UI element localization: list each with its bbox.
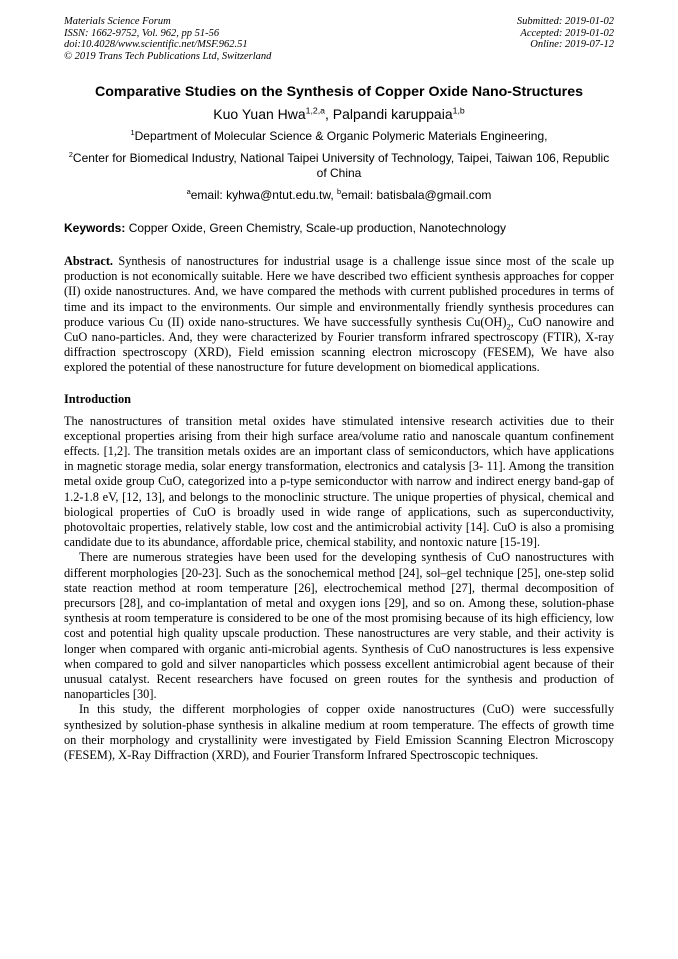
author-emails [64, 188, 614, 202]
keywords-text: Copper Oxide, Green Chemistry, Scale-up production, Nanotechnology [125, 221, 507, 235]
date-online: Online: 2019-07-12 [530, 39, 614, 50]
intro-paragraph-2: There are numerous strategies have been used for the developing synthesis of CuO nanostructures with different morphologies [20-23]. Such as the sonochemical method [24], sol–gel technique [25], one-step solid state reaction method at room temperature [26], electrochemical method [27], thermal decomposition of precursors [28], and co-implantation of metal and oxygen ions [29], and so on. Among these, solution-phase synthesis at room temperature is considered to be one of the most promising because of its high efficiency, low cost and potential high quality upscale production. These nanostructures are very stable, and their activity is longer when compared with organic anti-microbial agents. Synthesis of CuO nanostructures is less expensive when compared to gold and silver nanoparticles which possess excellent antimicrobial agent because of their unusual catalyst. Recent researchers have focused on green routes for the synthesis and production of nanoparticles [30]. [64, 550, 614, 702]
affiliation-2 [64, 151, 614, 181]
author-superscript: 1,2,a [305, 105, 325, 116]
affiliation-text: Department of Molecular Science & Organic Polymeric Materials Engineering, [134, 129, 548, 143]
author-list [64, 106, 614, 122]
journal-issn: ISSN: 1662-9752, Vol. 962, pp 51-56 [64, 27, 220, 39]
paper-title: Comparative Studies on the Synthesis of Copper Oxide Nano-Structures [95, 84, 583, 100]
affiliation-1 [64, 129, 614, 144]
intro-paragraph-1: The nanostructures of transition metal oxides have stimulated intensive research activities due to their exceptional properties arising from their high surface area/volume ratio and nanoscale quantum confinement effects. [1,2]. The transition metals oxides are an important class of semiconductors, which have applications in magnetic storage media, solar energy transformation, electronics and catalysis [3- 11]. Among the transition metal oxide group CuO, categorized into a p-type semiconductor with narrow and indirect energy band-gap of 1.2-1.8 eV, [12, 13], and belongs to the monoclinic structure. The unique properties of physical, chemical and biological properties of CuO is broadly used in wide range of applications, such as superconductivity, photovoltaic properties, relatively stable, low cost and the antimicrobial activity [14]. CuO is also a promising candidate due to its abundance, affordable price, chemical stability, and nontoxic nature [15-19]. [64, 413, 614, 550]
author-name: Palpandi karuppaia [332, 106, 453, 122]
keywords-label: Keywords: [64, 221, 126, 235]
email-superscript: b [337, 187, 342, 196]
abstract-subscript: 2 [506, 321, 511, 332]
abstract-paragraph [64, 254, 614, 376]
keywords-line [64, 221, 614, 235]
abstract-label: Abstract. [64, 254, 114, 268]
journal-copyright: © 2019 Trans Tech Publications Ltd, Switzerland [64, 50, 272, 62]
intro-paragraph-3: In this study, the different morphologies of copper oxide nanostructures (CuO) were successfully synthesized by solution-phase synthesis in alkaline medium at room temperature. The effects of growth time on their morphology and crystallinity were investigated by Field Emission Scanning Electron Microscopy (FESEM), X-Ray Diffraction (XRD), and Fourier Transform Infrared Spectroscopic techniques. [64, 702, 614, 763]
publication-dates [517, 16, 614, 62]
author-name: Kuo Yuan Hwa [213, 106, 306, 122]
journal-doi: doi:10.4028/www.scientific.net/MSF.962.51 [64, 39, 248, 50]
section-heading-introduction: Introduction [64, 391, 131, 406]
journal-header [64, 16, 614, 62]
journal-info [64, 16, 271, 62]
email-text: email: kyhwa@ntut.edu.tw, [190, 188, 337, 202]
abstract-text-part2: , CuO nanowire and CuO nano-particles. And, they were characterized by Fourier transform infrared spectroscopy (FTIR), X-ray diffraction spectroscopy (XRD), Field emission scanning electron microscopy (FESEM), We have also explored the potential of these nanostructure for future development on biomedical applications. [64, 314, 614, 375]
affiliation-superscript: 1 [130, 128, 135, 137]
date-submitted: Submitted: 2019-01-02 [516, 16, 614, 27]
affiliation-superscript: 2 [68, 150, 73, 159]
date-accepted: Accepted: 2019-01-02 [520, 27, 614, 39]
email-superscript: a [186, 187, 191, 196]
affiliation-text: Center for Biomedical Industry, National Taipei University of Technology, Taipei, Taiwan 106, Republic of China [72, 151, 610, 180]
journal-name: Materials Science Forum [64, 16, 171, 27]
email-text: email: batisbala@gmail.com [341, 188, 492, 202]
author-separator: , [324, 106, 333, 122]
paper-page [64, 16, 614, 763]
author-superscript: 1,b [452, 105, 465, 116]
abstract-text-part1: Synthesis of nanostructures for industrial usage is a challenge issue since most of the scale up production is not economically suitable. Here we have described two efficient synthesis approaches for copper (II) oxide nanostructures. And, we have compared the methods with current published procedures in terms of time and its impact to the environments. Our simple and environmentally friendly synthesis procedures can produce various Cu (II) oxide nano-structures. We have successfully synthesis Cu(OH) [64, 254, 614, 329]
